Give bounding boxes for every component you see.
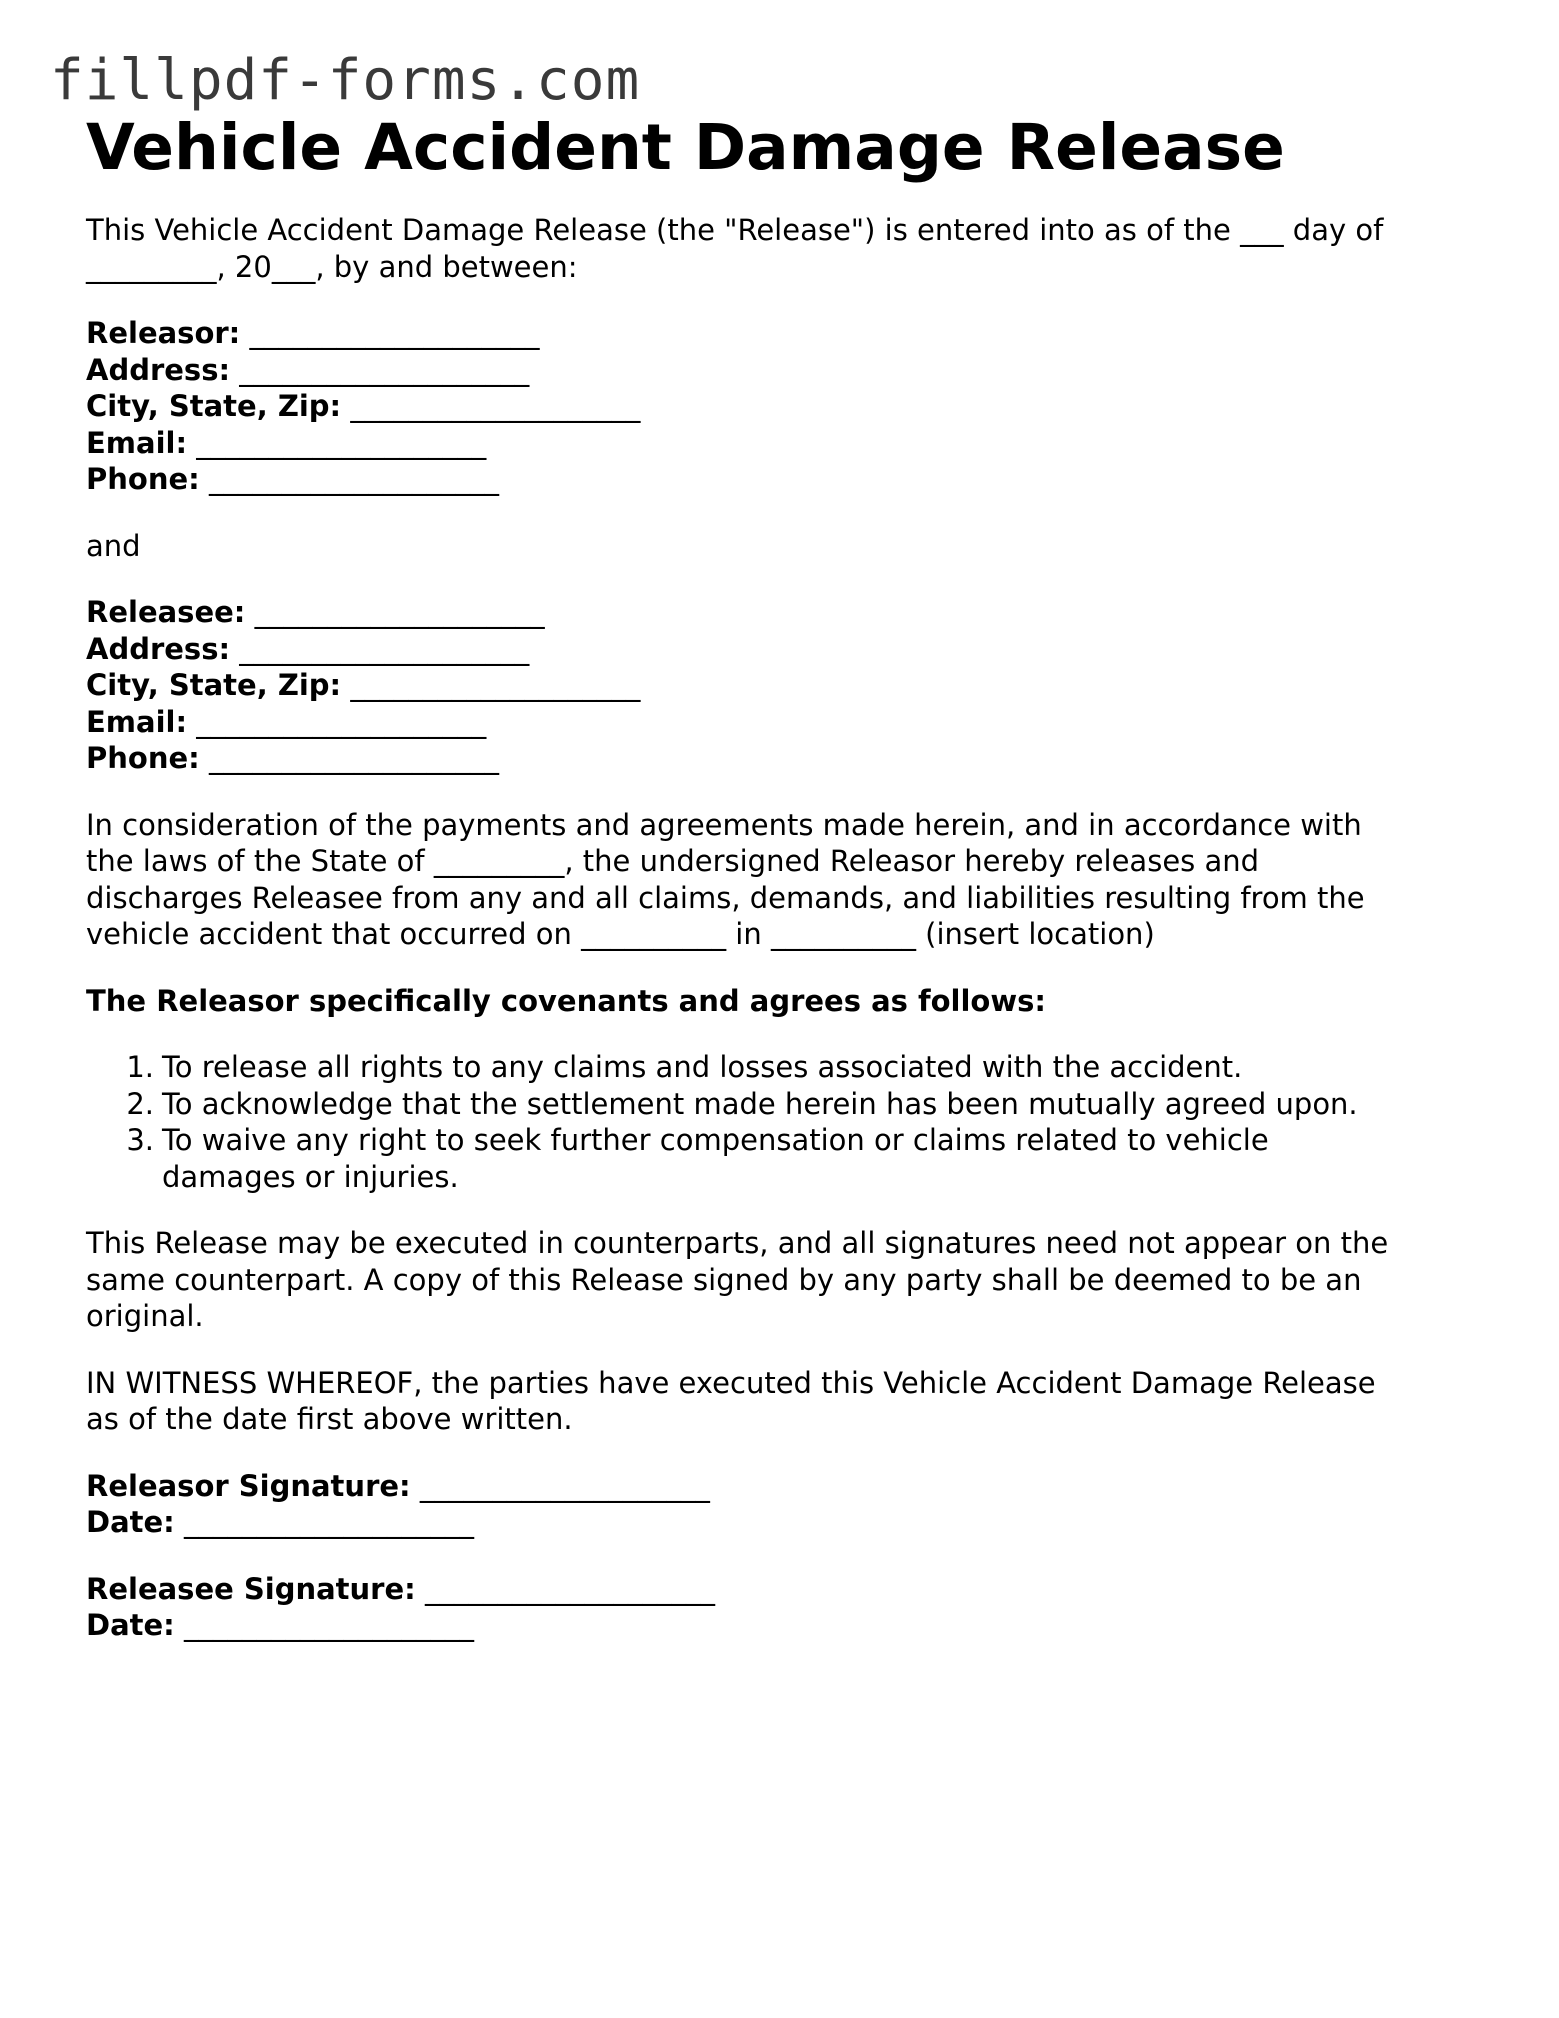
paragraph-line: the laws of the State of _________, the undersigned Releasor hereby releases and — [86, 844, 1260, 878]
paragraph-line: same counterpart. A copy of this Release signed by any party shall be deemed to be an — [86, 1262, 1362, 1297]
field-blank[interactable]: ____________________ — [254, 595, 545, 629]
field-label: Phone: — [86, 741, 200, 775]
field-label: Date: — [86, 1608, 175, 1642]
field-label: City, State, Zip: — [86, 668, 342, 702]
paragraph-line: as of the date first above written. — [86, 1402, 573, 1436]
releasee-phone-field[interactable] — [86, 740, 1476, 777]
field-label: Email: — [86, 704, 188, 739]
paragraph-line: This Release may be executed in counterparts, and all signatures need not appear on the — [86, 1226, 1389, 1260]
field-label: Releasor Signature: — [86, 1468, 411, 1503]
list-number: 3. — [126, 1123, 154, 1157]
list-item — [86, 1086, 1476, 1123]
list-number: 2. — [126, 1086, 154, 1121]
field-label: Releasee: — [86, 595, 246, 629]
field-blank[interactable]: ____________________ — [184, 1505, 474, 1539]
paragraph-line: IN WITNESS WHEREOF, the parties have executed this Vehicle Accident Damage Release — [86, 1365, 1376, 1400]
releasor-email-field[interactable] — [86, 425, 1476, 462]
list-line: To acknowledge that the settlement made herein has been mutually agreed upon. — [162, 1086, 1358, 1121]
releasee-date-field[interactable] — [86, 1607, 1476, 1644]
field-label: Address: — [86, 631, 231, 666]
consideration-paragraph — [86, 807, 1476, 953]
releasor-date-field[interactable] — [86, 1504, 1476, 1541]
field-blank[interactable]: ____________________ — [184, 1608, 474, 1642]
intro-line: This Vehicle Accident Damage Release (the "Release") is entered into as of the ___ day of — [86, 213, 1384, 247]
field-label: City, State, Zip: — [86, 389, 342, 423]
list-line: damages or injuries. — [162, 1159, 459, 1194]
field-blank[interactable]: ____________________ — [419, 1468, 710, 1503]
field-label: Address: — [86, 352, 231, 387]
field-blank[interactable]: ____________________ — [208, 462, 499, 496]
field-label: Email: — [86, 425, 188, 460]
and-connector: and — [86, 528, 141, 563]
field-label: Date: — [86, 1505, 175, 1539]
field-label: Releasor: — [86, 316, 241, 350]
releasor-fields — [86, 315, 1476, 498]
document-title: Vehicle Accident Damage Release — [86, 111, 1285, 184]
document-body — [86, 108, 1476, 1674]
list-line: To waive any right to seek further compensation or claims related to vehicle — [162, 1123, 1269, 1157]
field-label: Releasee Signature: — [86, 1571, 416, 1606]
paragraph-line: In consideration of the payments and agreements made herein, and in accordance with — [86, 807, 1362, 842]
releasor-address-field[interactable] — [86, 352, 1476, 389]
field-blank[interactable]: ____________________ — [208, 741, 499, 775]
list-number: 1. — [126, 1050, 154, 1084]
list-text — [162, 1049, 1476, 1086]
list-line: To release all rights to any claims and losses associated with the accident. — [162, 1050, 1243, 1084]
list-item — [86, 1049, 1476, 1086]
releasee-city-state-zip-field[interactable] — [86, 667, 1476, 704]
field-blank[interactable]: ____________________ — [350, 389, 641, 423]
field-blank[interactable]: ____________________ — [239, 631, 530, 666]
field-blank[interactable]: ____________________ — [350, 668, 641, 702]
releasor-city-state-zip-field[interactable] — [86, 388, 1476, 425]
paragraph-line: discharges Releasee from any and all claims, demands, and liabilities resulting from the — [86, 880, 1365, 915]
releasor-phone-field[interactable] — [86, 461, 1476, 498]
paragraph-line: vehicle accident that occurred on __________ in __________ (insert location) — [86, 917, 1155, 951]
releasee-signature-block — [86, 1571, 1476, 1644]
releasee-fields — [86, 594, 1476, 777]
list-item — [86, 1122, 1476, 1195]
watermark: fillpdf-forms.com — [50, 48, 641, 113]
field-blank[interactable]: ____________________ — [424, 1571, 715, 1606]
field-blank[interactable]: ____________________ — [196, 425, 487, 460]
covenants-list — [86, 1049, 1476, 1195]
field-blank[interactable]: ____________________ — [239, 352, 530, 387]
intro-paragraph — [86, 212, 1476, 285]
intro-line: _________, 20___, by and between: — [86, 249, 578, 284]
witness-paragraph — [86, 1365, 1476, 1438]
releasee-name-field[interactable] — [86, 594, 1476, 631]
releasee-signature-field[interactable] — [86, 1571, 1476, 1608]
releasee-address-field[interactable] — [86, 631, 1476, 668]
field-blank[interactable]: ____________________ — [196, 704, 487, 739]
releasor-name-field[interactable] — [86, 315, 1476, 352]
counterparts-paragraph — [86, 1225, 1476, 1335]
releasee-email-field[interactable] — [86, 704, 1476, 741]
releasor-signature-field[interactable] — [86, 1468, 1476, 1505]
field-label: Phone: — [86, 462, 200, 496]
list-text — [162, 1086, 1476, 1123]
covenants-heading: The Releasor specifically covenants and agrees as follows: — [86, 983, 1046, 1018]
paragraph-line: original. — [86, 1299, 204, 1333]
releasor-signature-block — [86, 1468, 1476, 1541]
list-text — [162, 1122, 1476, 1195]
field-blank[interactable]: ____________________ — [249, 316, 540, 350]
